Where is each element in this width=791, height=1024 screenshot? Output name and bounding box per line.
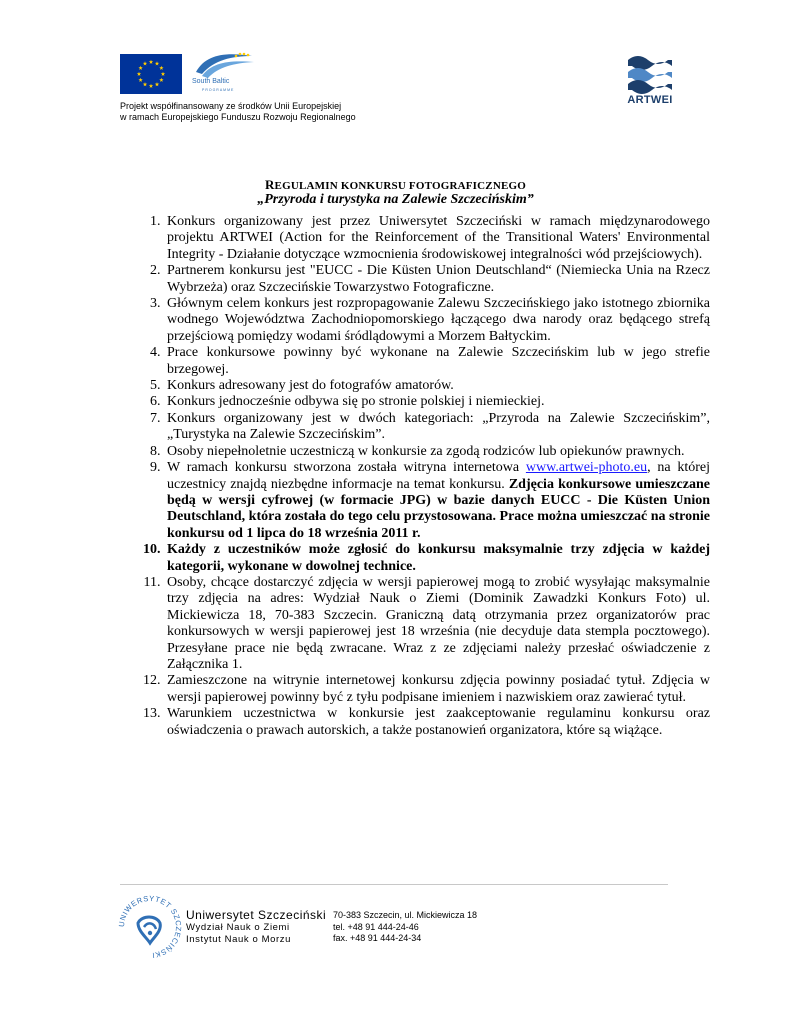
rule-item: 4. Prace konkursowe powinny być wykonane na Zalewie Szczecińskim lub w jego strefie brzegowej.: [164, 345, 710, 378]
rule9-bold-text: Zdjęcia konkursowe umieszczane będą w wersji cyfrowej (w formacie JPG) w bazie danych EUCC - Die Küsten Union Deutschland, która została do tego celu przystosowana. Prace można umieszczać na stronie konkursu od 1 lipca do 18 września 2011 r.: [167, 476, 710, 541]
south-baltic-name: South Baltic: [192, 78, 230, 85]
eu-stars-icon: [120, 54, 182, 94]
south-baltic-sub: PROGRAMME: [202, 88, 235, 92]
rule-item: 2. Partnerem konkursu jest "EUCC - Die Küsten Union Deutschland“ (Niemiecka Unia na Rzecz Wybrzeża) oraz Szczecińskie Towarzystwo Fotograficzne.: [164, 263, 710, 296]
contact-info: [333, 910, 477, 945]
south-baltic-wave-icon: [192, 50, 258, 80]
rule-item: 3. Głównym celem konkurs jest rozpropagowanie Zalewu Szczecińskiego jako istotnego zbiornika wodnego Województwa Zachodniopomorskiego łączącego dwa narody oraz będącego strefą przejściową pomiędzy wodami śródlądowymi a Morzem Bałtyckim.: [164, 296, 710, 345]
rule-item: 11. Osoby, chcące dostarczyć zdjęcia w wersji papierowej mogą to zrobić wysyłając maksymalnie trzy zdjęcia na adres: Wydział Nauk o Ziemi (Dominik Zawadzki Konkurs Foto) ul. Mickiewicza 18, 70-383 Szczecin. Graniczną datą otrzymania przez organizatorów prac konkursowych w wersji papierowej jest 18 września (nie decyduje data stempla pocztowego). Przesyłane prace nie będą zwracane. Wraz z ze zdjęciami należy przesłać oświadczenie z Załącznika 1.: [164, 575, 710, 673]
artwei-waves-icon: [622, 50, 678, 94]
artwei-logo: [622, 50, 678, 112]
eu-star-icon: [143, 61, 147, 65]
institute-name: Instytut Nauk o Morzu: [186, 934, 291, 945]
faculty-name: Wydział Nauk o Ziemi: [186, 922, 290, 933]
eu-star-icon: [138, 66, 142, 70]
cofinancing-line-1: Projekt współfinansowany ze środków Unii Europejskiej: [120, 101, 342, 111]
contest-website-link[interactable]: www.artwei-photo.eu: [525, 460, 648, 476]
university-seal-logo: [116, 893, 184, 961]
eu-star-icon: [138, 78, 142, 82]
rule-item: 6. Konkurs jednocześnie odbywa się po stronie polskiej i niemieckiej.: [164, 394, 710, 410]
fax-number: fax. +48 91 444-24-34: [333, 933, 422, 943]
title-rest: EGULAMIN KONKURSU FOTOGRAFICZNEGO: [274, 180, 527, 192]
cofinancing-line-2: w ramach Europejskiego Funduszu Rozwoju Regionalnego: [120, 112, 356, 122]
artwei-name: ARTWEI: [627, 94, 673, 106]
footer-divider: [120, 884, 668, 885]
eu-star-icon: [159, 78, 163, 82]
rule-item: 7. Konkurs organizowany jest w dwóch kategoriach: „Przyroda na Zalewie Szczecińskim”, „Turystyka na Zalewie Szczecińskim”.: [164, 411, 710, 444]
rule-item-10: 10. Każdy z uczestników może zgłosić do konkursu maksymalnie trzy zdjęcia w każdej kategorii, wykonane w dowolnej technice.: [164, 542, 710, 575]
svg-text:UNIWERSYTET SZCZECIŃSKI: [117, 894, 183, 960]
eu-star-icon: [161, 72, 165, 76]
postal-address: 70-383 Szczecin, ul. Mickiewicza 18: [333, 910, 478, 920]
university-seal-icon: [116, 893, 184, 961]
university-info: [186, 908, 326, 946]
rule9-text-mid: , na której uczestnicy znajdą niezbędne informacje na temat konkursu.: [167, 460, 710, 492]
eu-star-icon: [155, 61, 159, 65]
cofinancing-note: [120, 101, 356, 123]
eu-star-icon: [149, 84, 153, 88]
eu-star-icon: [143, 82, 147, 86]
rule-item-9: [164, 460, 710, 542]
document-title: [0, 177, 791, 193]
rule-item: 1. Konkurs organizowany jest przez Uniwersytet Szczeciński w ramach międzynarodowego projektu ARTWEI (Action for the Reinforcement of the Transitional Waters' Environmental Integrity - Działanie dotyczące wzmocnienia środowiskowej integralności wód przejściowych).: [164, 214, 710, 263]
rule-item: 8. Osoby niepełnoletnie uczestniczą w konkursie za zgodą rodziców lub opiekunów prawnych.: [164, 444, 710, 460]
south-baltic-logo: [192, 50, 258, 94]
university-name: Uniwersytet Szczeciński: [186, 908, 327, 922]
rule-item: 13. Warunkiem uczestnictwa w konkursie jest zaakceptowanie regulaminu konkursu oraz oświadczenia o prawach autorskich, a także postanowień organizatora, które są wiążące.: [164, 706, 710, 739]
title-initial: R: [264, 177, 275, 192]
document-subtitle: „Przyroda i turystyka na Zalewie Szczecińskim”: [257, 192, 534, 207]
eu-flag-logo: [120, 54, 182, 94]
rule9-text: W ramach konkursu stworzona została witryna internetowa: [167, 460, 526, 476]
seal-ring-text: UNIWERSYTET SZCZECIŃSKI: [116, 893, 184, 960]
phone-number: tel. +48 91 444-24-46: [333, 921, 419, 932]
eu-star-icon: [155, 82, 159, 86]
rule-item: 5. Konkurs adresowany jest do fotografów amatorów.: [164, 378, 710, 394]
rule-item: 12. Zamieszczone na witrynie internetowej konkursu zdjęcia powinny posiadać tytuł. Zdjęcia w wersji papierowej powinny być z tyłu podpisane imieniem i nazwiskiem oraz zawierać tytuł.: [164, 673, 710, 706]
rules-list: [124, 214, 710, 739]
eu-star-icon: [137, 72, 141, 76]
eu-star-icon: [159, 66, 163, 70]
eu-star-icon: [149, 60, 153, 64]
